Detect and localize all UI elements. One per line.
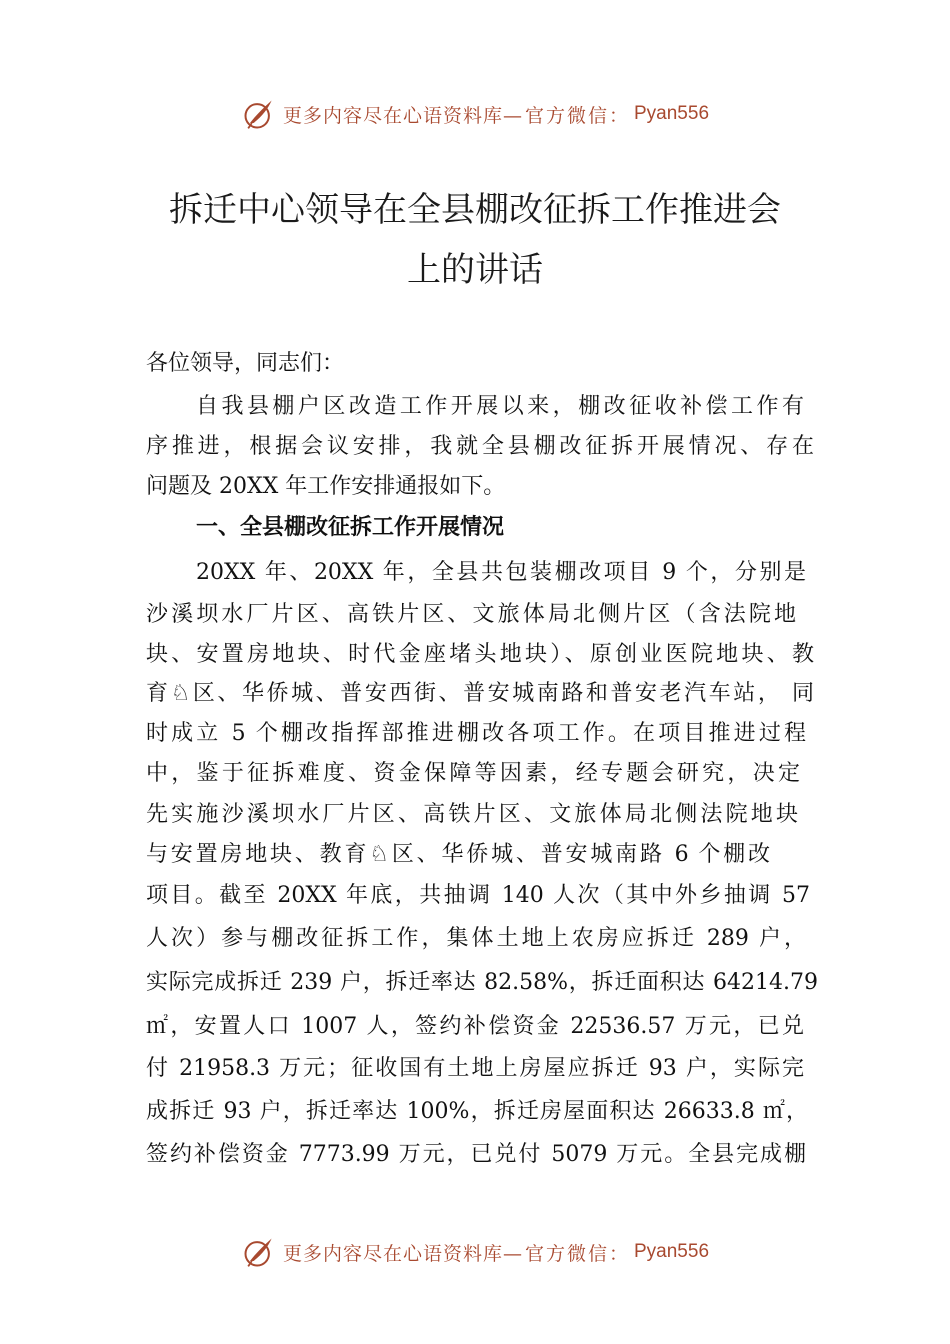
body-line-16: 付 21958.3 万元；征收国有土地上房屋应拆迁 93 户，实际完: [146, 1056, 804, 1081]
header-watermark: [0, 94, 950, 134]
watermark-text: 更多内容尽在心语资料库—: [282, 104, 523, 127]
wechat-label: 官方微信：: [524, 104, 630, 127]
salutation: 各位领导，同志们：: [146, 351, 345, 376]
quill-pen-logo-icon: [241, 96, 277, 132]
document-title: [145, 180, 805, 300]
watermark-text: 更多内容尽在心语资料库—: [282, 1242, 523, 1265]
body-line-18: 签约补偿资金 7773.99 万元，已兑付 5079 万元。全县完成棚: [146, 1142, 806, 1167]
body-line-12: 项目。截至 20XX 年底，共抽调 140 人次（其中外乡抽调 57: [146, 883, 810, 908]
body-line-17: 成拆迁 93 户，拆迁率达 100%，拆迁房屋面积达 26633.8 ㎡，: [146, 1099, 808, 1124]
body-line-15: ㎡，安置人口 1007 人，签约补偿资金 22536.57 万元，已兑: [146, 1014, 804, 1039]
wechat-label: 官方微信：: [524, 1242, 630, 1265]
body-line-2: 序推进，根据会议安排，我就全县棚改征拆开展情况、存在: [146, 434, 814, 459]
title-line-2: 上的讲话: [407, 250, 543, 290]
title-line-1: 拆迁中心领导在全县棚改征拆工作推进会: [169, 190, 781, 230]
body-line-13: 人次）参与棚改征拆工作，集体土地上农房应拆迁 289 户，: [146, 926, 806, 951]
wechat-id: Pyan556: [634, 103, 710, 124]
section-1-heading: 一、全县棚改征拆工作开展情况: [196, 515, 505, 540]
body-line-1: 自我县棚户区改造工作开展以来，棚改征收补偿工作有: [196, 394, 804, 419]
body-line-6: 块、安置房地块、时代金座堵头地块）、原创业医院地块、教: [146, 642, 814, 667]
body-line-7: 育♘区、华侨城、普安西街、普安城南路和普安老汽车站， 同: [146, 681, 814, 706]
wechat-id: Pyan556: [634, 1241, 710, 1262]
body-line-14: 实际完成拆迁 239 户，拆迁率达 82.58%，拆迁面积达 64214.79: [146, 970, 818, 995]
body-line-4: 20XX 年、20XX 年，全县共包装棚改项目 9 个，分别是: [196, 560, 806, 585]
body-line-9: 中，鉴于征拆难度、资金保障等因素，经专题会研究，决定: [146, 761, 800, 786]
quill-pen-logo-icon: [241, 1234, 277, 1270]
footer-watermark: [0, 1232, 950, 1272]
body-line-10: 先实施沙溪坝水厂片区、高铁片区、文旅体局北侧法院地块: [146, 802, 798, 827]
body-line-3: 问题及 20XX 年工作安排通报如下。: [146, 474, 506, 499]
body-line-8: 时成立 5 个棚改指挥部推进棚改各项工作。在项目推进过程: [146, 721, 806, 746]
body-line-11: 与安置房地块、教育♘区、华侨城、普安城南路 6 个棚改: [146, 842, 770, 867]
body-line-5: 沙溪坝水厂片区、高铁片区、文旅体局北侧片区（含法院地: [146, 602, 796, 627]
